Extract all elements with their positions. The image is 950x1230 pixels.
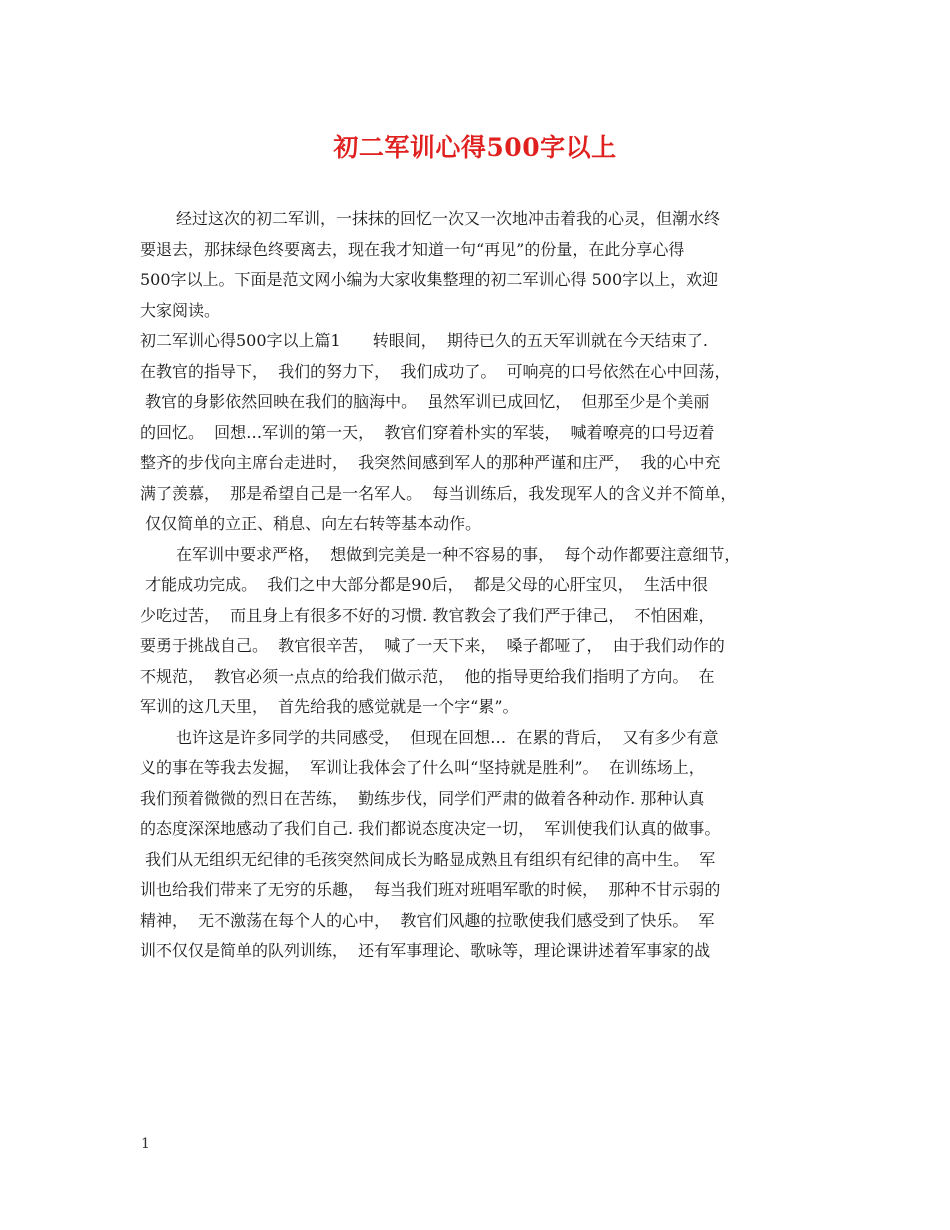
text-line: 整齐的步伐向主席台走进时， 我突然间感到军人的那种严谨和庄严， 我的心中充 xyxy=(140,453,721,472)
text-line: 才能成功完成。 我们之中大部分都是90后， 都是父母的心肝宝贝， 生活中很 xyxy=(140,575,708,594)
text-line: 在军训中要求严格， 想做到完美是一种不容易的事， 每个动作都要注意细节， xyxy=(176,544,741,564)
text-line: 满了羡慕， 那是希望自己是一名军人。 每当训练后，我发现军人的含义并不简单， xyxy=(140,483,737,503)
text-line: 的回忆。 回想…军训的第一天， 教官们穿着朴实的军装， 喊着嘹亮的口号迈着 xyxy=(140,422,715,442)
text-line: 的态度深深地感动了我们自己. 我们都说态度决定一切， 军训使我们认真的做事。 xyxy=(140,819,721,838)
text-line: 在教官的指导下， 我们的努力下， 我们成功了。 可响亮的口号依然在心中回荡， xyxy=(140,361,731,381)
text-line: 少吃过苦， 而且身上有很多不好的习惯. 教官教会了我们严于律己， 不怕困难， xyxy=(140,605,715,625)
page-number: 1 xyxy=(141,1136,150,1152)
text-line: 不规范， 教官必须一点点的给我们做示范， 他的指导更给我们指明了方向。 在 xyxy=(140,666,715,686)
text-line: 仅仅简单的立正、稍息、向左右转等基本动作。 xyxy=(140,514,482,533)
body-text xyxy=(140,204,820,967)
text-line: 经过这次的初二军训，一抹抹的回忆一次又一次地冲击着我的心灵，但潮水终 xyxy=(176,209,721,228)
text-line: 义的事在等我去发掘， 军训让我体会了什么叫“坚持就是胜利”。 在训练场上， xyxy=(140,758,705,777)
text-line: 500字以上。下面是范文网小编为大家收集整理的初二军训心得 500字以上，欢迎 xyxy=(140,270,719,289)
text-line: 也许这是许多同学的共同感受， 但现在回想… 在累的背后， 又有多少有意 xyxy=(176,727,719,747)
text-line: 训也给我们带来了无穷的乐趣， 每当我们班对班唱军歌的时候， 那种不甘示弱的 xyxy=(140,880,721,899)
document-title: 初二军训心得500字以上 xyxy=(333,133,617,162)
text-line: 军训的这几天里， 首先给我的感觉就是一个字“累”。 xyxy=(140,697,519,716)
text-line: 精神， 无不激荡在每个人的心中， 教官们风趣的拉歌使我们感受到了快乐。 军 xyxy=(140,910,715,930)
text-line: 大家阅读。 xyxy=(140,300,221,320)
text-line: 我们从无组织无纪律的毛孩突然间成长为略显成熟且有组织有纪律的高中生。 军 xyxy=(140,849,716,869)
text-line: 训不仅仅是简单的队列训练， 还有军事理论、歌咏等，理论课讲述着军事家的战 xyxy=(140,941,711,960)
text-line: 教官的身影依然回映在我们的脑海中。 虽然军训已成回忆， 但那至少是个美丽 xyxy=(140,392,710,411)
text-line: 初二军训心得500字以上篇1 转眼间， 期待已久的五天军训就在今天结束了. xyxy=(140,331,708,350)
text-line: 要勇于挑战自己。 教官很辛苦， 喊了一天下来， 嗓子都哑了， 由于我们动作的 xyxy=(140,636,725,655)
text-line: 要退去，那抹绿色终要离去，现在我才知道一句“再见”的份量，在此分享心得 xyxy=(140,239,685,259)
text-line: 我们预着微微的烈日在苦练， 勤练步伐，同学们严肃的做着各种动作. 那种认真 xyxy=(140,788,705,808)
